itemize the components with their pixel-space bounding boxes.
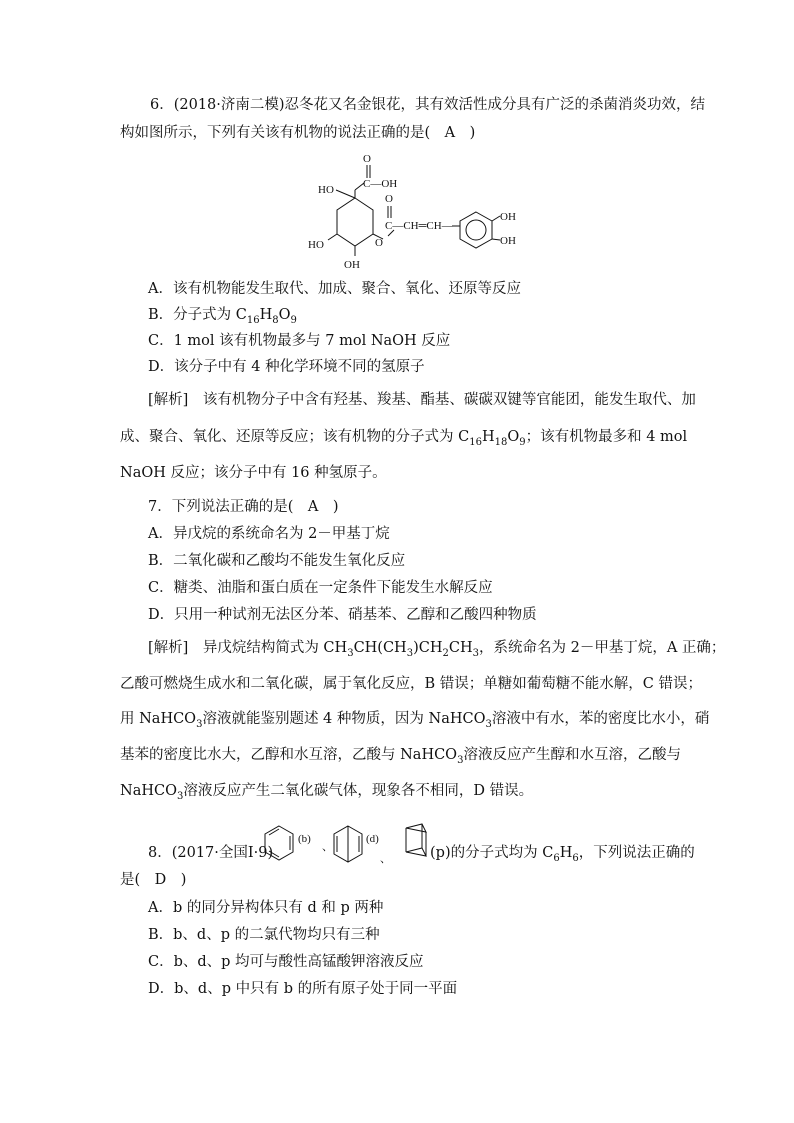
q8-prefix: 8．(2017·全国Ⅰ·9) [148,845,274,861]
q8-option-b: B．b、d、p 的二氯代物均只有三种 [148,927,380,943]
analysis-tag: [解析] [148,640,189,656]
prismane-p-structure [400,822,432,862]
label-b: (b) [298,833,311,845]
q8-option-d: D．b、d、p 中只有 b 的所有原子处于同一平面 [148,981,458,997]
struct-oh-1: OH [500,211,516,223]
struct-o-ester: O [385,193,393,205]
q6-option-c: C．1 mol 该有机物最多与 7 mol NaOH 反应 [148,333,451,349]
q7-analysis-line4: 基苯的密度比水大，乙醇和水互溶，乙酸与 NaHCO$_3$溶液反应产生醇和水互溶，乙酸与 [120,747,681,766]
q7-analysis-line5: NaHCO$_3$溶液反应产生二氧化碳气体，现象各不相同，D 错误。 [120,783,534,802]
q6-option-a: A．该有机物能发生取代、加成、聚合、氧化、还原等反应 [148,281,521,297]
q7-stem: 7．下列说法正确的是( A ) [148,499,339,515]
sep-2: 、 [380,853,391,865]
q7-option-d: D．只用一种试剂无法区分苯、硝基苯、乙醇和乙酸四种物质 [148,607,537,623]
dewar-benzene-d-structure [330,822,400,872]
analysis-tag: [解析] [148,392,189,408]
q7-option-b: B．二氧化碳和乙酸均不能发生氧化反应 [148,553,406,569]
q6-option-d: D．该分子中有 4 种化学环境不同的氢原子 [148,359,425,375]
sep-1: 、 [322,841,333,853]
chlorogenic-acid-structure [300,150,530,275]
q7-analysis-line2: 乙酸可燃烧生成水和二氧化碳，属于氧化反应，B 错误；单糖如葡萄糖不能水解，C 错误； [120,676,702,692]
q6-analysis-line1: [解析] 该有机物分子中含有羟基、羧基、酯基、碳碳双键等官能团，能发生取代、加 [148,392,696,408]
q6-analysis-line2: 成、聚合、氧化、还原等反应；该有机物的分子式为 $C_{16}H_{18}O_9$；该有机物最多和 4 mol [120,429,688,448]
struct-o-ester-link: O [375,237,383,249]
q8-formula-line: (p)的分子式均为 $C_6H_6$，下列说法正确的 [430,845,695,864]
q6-stem-line2: 构如图所示，下列有关该有机物的说法正确的是( A ) [120,125,476,141]
struct-o-top: O [363,153,371,165]
q6-option-b: B．分子式为 $C_{16}H_8O_9$ [148,307,297,326]
q7-analysis-line1: [解析] 异戊烷结构简式为 $CH_3CH(CH_3)CH_2CH_3$，系统命名为 2－甲基丁烷，A 正确； [148,640,726,659]
q8-stem-line2: 是( D ) [120,872,187,888]
struct-cooh: C—OH [363,178,398,190]
struct-chain: C—CH═CH— [385,220,453,232]
q7-analysis-line3: 用 NaHCO$_3$溶液就能鉴别题述 4 种物质，因为 NaHCO$_3$溶液中有水，苯的密度比水小，硝 [120,711,710,730]
q7-option-c: C．糖类、油脂和蛋白质在一定条件下能发生水解反应 [148,580,493,596]
struct-oh-2: OH [500,235,516,247]
q8-option-c: C．b、d、p 均可与酸性高锰酸钾溶液反应 [148,954,424,970]
struct-oh-bottom: OH [344,259,360,271]
q7-option-a: A．异戊烷的系统命名为 2－甲基丁烷 [148,526,390,542]
q8-option-a: A．b 的同分异构体只有 d 和 p 两种 [148,900,384,916]
label-d: (d) [366,833,379,845]
q6-stem-line1: 6．(2018·济南二模)忍冬花又名金银花，其有效活性成分具有广泛的杀菌消炎功效，结 [150,97,706,113]
q6-analysis-line3: NaOH 反应；该分子中有 16 种氢原子。 [120,465,387,481]
struct-ho-bottom-left: HO [308,239,324,251]
struct-ho-left: HO [318,184,334,196]
